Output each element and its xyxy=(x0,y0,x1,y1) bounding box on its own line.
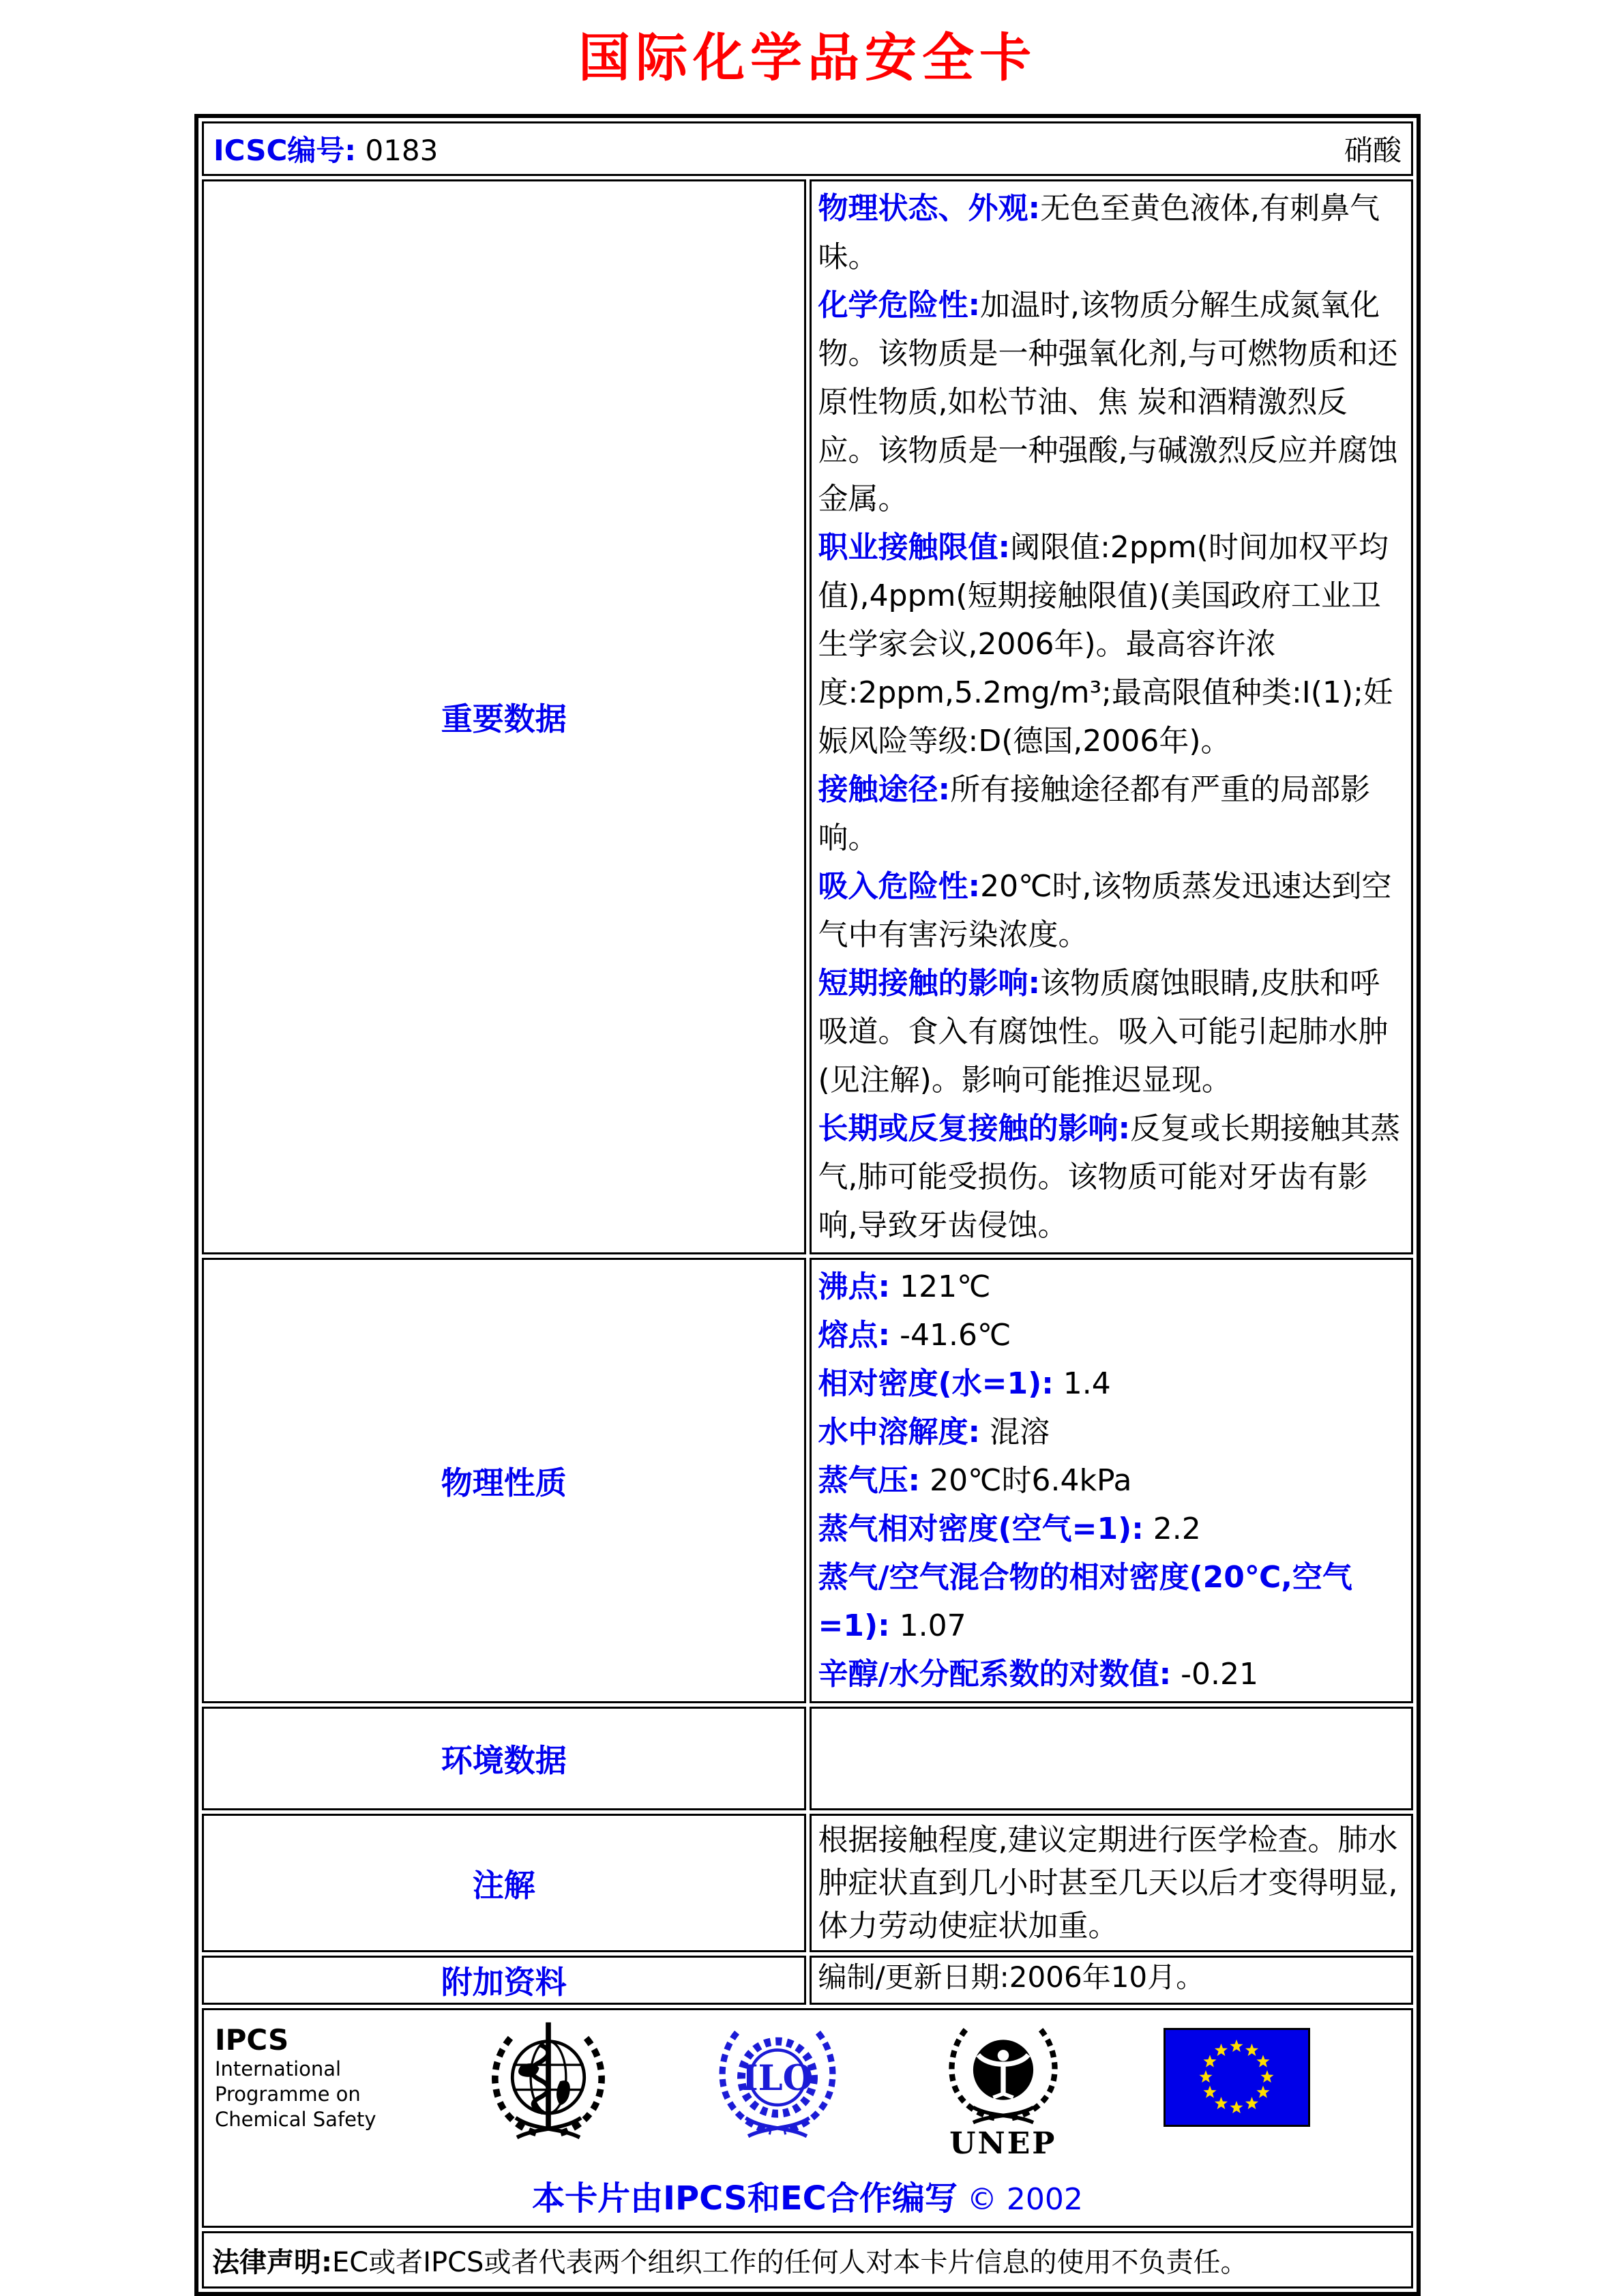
property-line: 蒸气/空气混合物的相对密度(20℃,空气=1): 1.07 xyxy=(818,1560,1352,1643)
important-data-item: 长期或反复接触的影响:反复或长期接触其蒸气,肺可能受损伤。该物质可能对牙齿有影响,导致牙齿侵蚀。 xyxy=(818,1111,1401,1243)
important-data-item: 物理状态、外观:无色至黄色液体,有刺鼻气味。 xyxy=(818,191,1380,274)
icsc-number-group xyxy=(213,128,438,169)
important-data-section-label: 重要数据 xyxy=(202,179,806,1254)
property-line: 辛醇/水分配系数的对数值: -0.21 xyxy=(818,1657,1259,1692)
property-line: 沸点: 121℃ xyxy=(818,1269,991,1304)
additional-info-content: 编制/更新日期:2006年10月。 xyxy=(810,1956,1414,2005)
property-line: 水中溶解度: 混溶 xyxy=(818,1415,1050,1449)
copyright-text: © 2002 xyxy=(966,2182,1083,2217)
unep-emblem-icon xyxy=(940,2020,1066,2161)
chemical-name: 硝酸 xyxy=(1344,134,1402,167)
header-row xyxy=(202,121,1413,176)
logos-row xyxy=(202,2008,1413,2228)
icsc-number-label: ICSC编号: xyxy=(213,134,357,167)
section-important-data xyxy=(202,179,1413,1254)
page-title: 国际化学品安全卡 xyxy=(578,27,1037,88)
who-emblem-icon xyxy=(483,2020,614,2148)
important-data-item: 吸入危险性:20℃时,该物质蒸发迅速达到空气中有害污染浓度。 xyxy=(818,869,1392,952)
icsc-number-value: 0183 xyxy=(365,134,439,167)
important-data-item: 短期接触的影响:该物质腐蚀眼睛,皮肤和呼吸道。食入有腐蚀性。吸入可能引起肺水肿(见注解)。影响可能推迟显现。 xyxy=(818,966,1389,1098)
legal-text: EC或者IPCS或者代表两个组织工作的任何人对本卡片信息的使用不负责任。 xyxy=(332,2246,1248,2278)
ilo-emblem-icon xyxy=(712,2020,843,2148)
important-data-item: 化学危险性:加温时,该物质分解生成氮氧化物。该物质是一种强氧化剂,与可燃物质和还原性物质,如松节油、焦 炭和酒精激烈反应。该物质是一种强酸,与碱激烈反应并腐蚀金属。 xyxy=(818,288,1398,516)
important-data-item: 接触途径:所有接触途径都有严重的局部影响。 xyxy=(818,772,1371,855)
legal-label: 法律声明: xyxy=(212,2246,332,2278)
physical-properties-content xyxy=(810,1258,1414,1703)
property-line: 蒸气压: 20℃时6.4kPa xyxy=(818,1463,1132,1498)
section-physical-properties xyxy=(202,1258,1413,1703)
important-data-content xyxy=(810,179,1414,1254)
section-notes xyxy=(202,1814,1413,1952)
legal-statement xyxy=(202,2231,1413,2288)
important-data-item: 职业接触限值:阈限值:2ppm(时间加权平均值),4ppm(短期接触限值)(美国政府工业卫生学家会议,2006年)。最高容许浓度:2ppm,5.2mg/m³;最高限值种类:I(1);妊娠风险等级:D(德国,2006年)。 xyxy=(818,530,1393,759)
eu-flag-icon xyxy=(1164,2028,1310,2130)
property-line: 相对密度(水=1): 1.4 xyxy=(818,1366,1111,1401)
property-line: 蒸气相对密度(空气=1): 2.2 xyxy=(818,1512,1201,1546)
notes-content: 根据接触程度,建议定期进行医学检查。肺水肿症状直到几小时甚至几天以后才变得明显,体力劳动使症状加重。 xyxy=(810,1814,1414,1952)
svg-text:ILO: ILO xyxy=(741,2057,813,2099)
ipcs-text-block: IPCS International Programme on Chemical Safety xyxy=(215,2024,385,2132)
environmental-data-content xyxy=(810,1707,1414,1810)
footer-caption: 本卡片由IPCS和EC合作编写 © 2002 xyxy=(532,2179,1083,2218)
unep-label: UNEP xyxy=(949,2126,1057,2161)
property-line: 熔点: -41.6℃ xyxy=(818,1318,1011,1353)
ipcs-title: IPCS xyxy=(215,2023,289,2057)
legal-row xyxy=(202,2231,1413,2288)
environmental-data-section-label: 环境数据 xyxy=(202,1707,806,1810)
physical-properties-section-label: 物理性质 xyxy=(202,1258,806,1703)
additional-info-section-label: 附加资料 xyxy=(202,1956,806,2005)
icsc-card-table xyxy=(194,114,1421,2296)
section-additional-info xyxy=(202,1956,1413,2005)
section-environmental-data xyxy=(202,1707,1413,1810)
logos-strip xyxy=(204,2020,1411,2161)
notes-section-label: 注解 xyxy=(202,1814,806,1952)
